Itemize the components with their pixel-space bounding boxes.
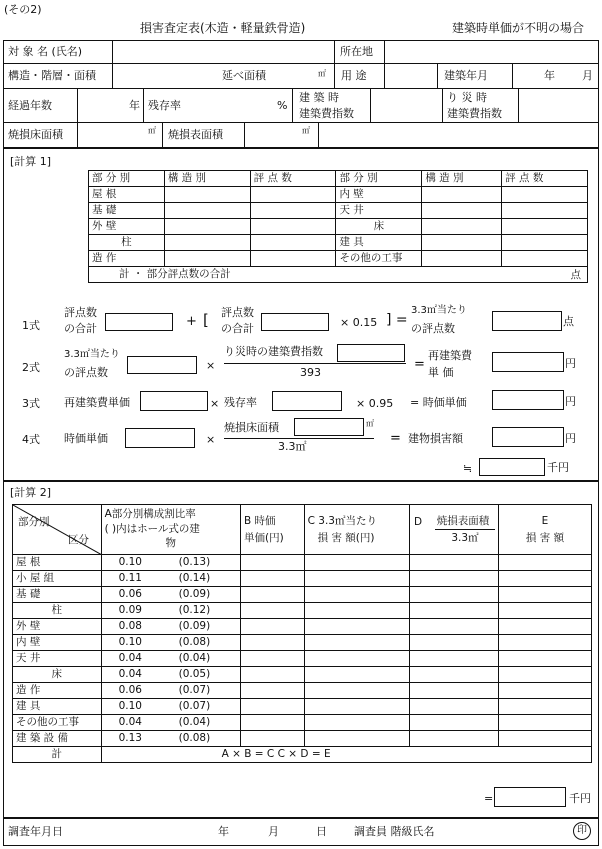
calc2-row-e[interactable] [498,619,591,635]
build-time-label: 建 築 時 [299,91,339,104]
calc2-row-b[interactable] [241,667,305,683]
calc1-left-label: 柱 [89,235,165,251]
surveyor-label: 調査員 階級氏名 [354,825,435,838]
calc2-row-ratio: 0.13 (0.08) [101,731,240,747]
calc2-row-c[interactable] [304,603,409,619]
points-unit: 点 [570,269,581,281]
table-row [13,619,592,635]
calc2-row-d[interactable] [409,651,498,667]
calc2-row-b[interactable] [241,651,305,667]
calc2-total-label: 計 [13,747,102,763]
f1-total-label: の合計 [64,322,97,335]
calc2-row-c[interactable] [304,731,409,747]
calc2-row-c[interactable] [304,651,409,667]
calc2-row-e[interactable] [498,651,591,667]
yen-unit: 円 [565,357,576,370]
f4-denominator: 3.3㎡ [278,440,307,453]
calc2-row-e[interactable] [498,571,591,587]
calc2-h-category: 区分 [68,534,89,546]
use-label: 用 途 [341,69,367,82]
calc2-total-formula: A × B = C C × D = E [101,747,591,763]
table-row [13,587,592,603]
total-area-label: 延べ面積 [222,69,266,82]
calc2-row-ratio: 0.10 (0.07) [101,699,240,715]
calc2-row-c[interactable] [304,683,409,699]
times-sign-2: × [210,397,220,410]
calc2-row-label: 造 作 [13,683,102,699]
calc2-row-c[interactable] [304,571,409,587]
calc2-row-b[interactable] [241,699,305,715]
f2-rebuild-label: 再建築費 [428,349,472,362]
calc1-total-label: 計 ・ 部分評点数の合計 [119,268,231,281]
f3-rebuild-price-label: 再建築費単価 [64,396,130,409]
form-number: (その2) [4,3,42,16]
f2-result-input[interactable] [492,352,564,372]
calc1-h-part-2: 部 分 別 [336,171,422,187]
burned-floor-area-label: 焼損床面積 [8,128,63,141]
points-unit-2: 点 [563,315,574,328]
calc2-row-ratio: 0.10 (0.13) [101,555,240,571]
percent-unit: % [277,99,288,112]
calc2-row-e[interactable] [498,587,591,603]
f3-rebuild-price-input[interactable] [140,391,208,411]
calc2-h-e2: 損 害 額 [525,531,565,544]
calc1-left-label: 基 礎 [89,203,165,219]
plus-sign: + [186,314,197,329]
calc1-h-part: 部 分 別 [89,171,165,187]
table-row [13,603,592,619]
calc2-row-d[interactable] [409,699,498,715]
calc2-row-ratio: 0.08 (0.09) [101,619,240,635]
calc2-row-c[interactable] [304,635,409,651]
calc2-row-e[interactable] [498,603,591,619]
f4-damage-label: 建物損害額 [408,432,463,445]
times-095: × 0.95 [356,397,394,410]
footer-month: 月 [268,825,279,838]
calc2-row-label: 基 礎 [13,587,102,603]
table-row [13,683,592,699]
table-row [89,219,588,235]
calc1-h-score-2: 評 点 数 [502,171,588,187]
f2-score-label: の評点数 [64,366,108,379]
calc2-h-a3: 物 [165,537,177,549]
calc2-row-d[interactable] [409,619,498,635]
f4-result-input[interactable] [492,427,564,447]
calc1-right-label: 内 壁 [336,187,422,203]
calc2-row-label: 外 壁 [13,619,102,635]
f1-partial-input[interactable] [261,313,329,331]
calc1-h-structure-2: 構 造 別 [422,171,502,187]
calc2-thousand-yen-input[interactable] [494,787,566,807]
calc2-row-c[interactable] [304,587,409,603]
open-bracket: [ [203,311,209,329]
calc2-row-e[interactable] [498,715,591,731]
calc2-row-label: その他の工事 [13,715,102,731]
calc2-h-e1: E [541,515,549,527]
formula-4-label: 4式 [22,433,40,446]
f3-residual-input[interactable] [272,391,342,411]
f2-per-33-label: 3.3㎡当たり [64,349,120,360]
calc1-right-label: 天 井 [336,203,422,219]
calc2-row-b[interactable] [241,587,305,603]
calc2-h-a1: A部分別構成割比率 [104,508,196,520]
table-row [89,267,588,283]
table-row [89,187,588,203]
f2-unit-price-label: 単 価 [428,366,454,379]
calc2-h-a2: ( )内はホール式の建 [104,522,200,535]
calc2-row-e[interactable] [498,731,591,747]
f1-score-of-label: の評点数 [411,322,455,335]
equals-sign-2: = [390,431,401,446]
times-015: × 0.15 [340,316,378,329]
calc2-h-d3: 3.3㎡ [435,529,495,544]
disaster-cost-index-label: 建築費指数 [447,107,502,120]
thousand-yen-unit: 千円 [547,461,569,474]
calc2-title: [計算 2] [10,486,52,499]
table-row [13,651,592,667]
elapsed-years-label: 経過年数 [8,99,52,112]
build-date-label: 建築年月 [444,69,488,82]
residual-rate-label: 残存率 [148,99,181,112]
thousand-yen-unit-2: 千円 [569,792,591,805]
f2-denominator: 393 [300,366,321,379]
calc2-h-d1: D [413,516,423,528]
target-name-label: 対 象 名 (氏名) [8,45,83,58]
calc1-right-label: 床 [336,219,422,235]
approx-sign: ≒ [463,462,473,475]
calc2-row-label: 柱 [13,603,102,619]
disaster-time-label: り 災 時 [447,91,487,104]
calc2-row-e[interactable] [498,683,591,699]
m2-unit-4: ㎡ [366,419,374,428]
m2-unit: ㎡ [318,69,326,78]
calc2-row-d[interactable] [409,555,498,571]
calc2-row-d[interactable] [409,715,498,731]
calc2-row-d[interactable] [409,683,498,699]
calc2-h-c2: 損 害 額(円) [317,531,375,544]
f3-market-price-label: = 時価単価 [410,396,467,409]
form-note: 建築時単価が不明の場合 [452,21,585,35]
calc1-left-label: 造 作 [89,251,165,267]
calc2-row-label: 床 [13,667,102,683]
table-row [13,555,592,571]
f1-result-input[interactable] [492,311,562,331]
f1-score-label-2: 評点数 [221,306,254,319]
formula-3-label: 3式 [22,397,40,410]
f2-numerator-label: り災時の建築費指数 [224,345,323,358]
calc2-row-c[interactable] [304,715,409,731]
yen-unit-3: 円 [565,432,576,445]
calc1-table [88,170,588,283]
footer-day: 日 [316,825,327,838]
calc2-row-c[interactable] [304,699,409,715]
calc2-header-diagonal [13,505,102,555]
table-row [13,731,592,747]
calc2-row-d[interactable] [409,667,498,683]
calc2-row-e[interactable] [498,555,591,571]
table-row [13,571,592,587]
fraction-bar-2 [224,438,374,439]
calc2-row-ratio: 0.04 (0.04) [101,715,240,731]
table-row [13,699,592,715]
calc2-row-b[interactable] [241,571,305,587]
calc2-row-label: 建 築 設 備 [13,731,102,747]
calc2-table [12,504,592,763]
calc2-row-label: 屋 根 [13,555,102,571]
calc2-row-label: 内 壁 [13,635,102,651]
fraction-bar [224,363,406,364]
calc2-row-label: 建 具 [13,699,102,715]
calc1-right-label: その他の工事 [336,251,422,267]
calc2-row-c[interactable] [304,619,409,635]
m2-unit-2: ㎡ [148,126,156,135]
form-title: 損害査定表(木造・軽量鉄骨造) [140,21,306,35]
calc2-row-b[interactable] [241,603,305,619]
calc1-h-structure: 構 造 別 [164,171,250,187]
f1-total-input[interactable] [105,313,173,331]
calc2-row-ratio: 0.04 (0.05) [101,667,240,683]
calc2-row-d[interactable] [409,731,498,747]
calc2-h-d2: 焼損表面積 [436,514,490,527]
month-unit: 月 [582,69,593,82]
formula-1-label: 1式 [22,319,40,332]
calc1-left-label: 外 壁 [89,219,165,235]
build-cost-index-label: 建築費指数 [299,107,354,120]
survey-date-label: 調査年月日 [8,825,63,838]
f4-floor-area-input[interactable] [294,418,364,436]
calc2-row-b[interactable] [241,555,305,571]
calc2-h-b2: 単価(円) [244,531,284,544]
calc2-row-b[interactable] [241,715,305,731]
equals-sign-3: = [484,792,494,805]
calc2-row-e[interactable] [498,667,591,683]
table-row [13,667,592,683]
calc2-row-e[interactable] [498,635,591,651]
calc2-row-ratio: 0.11 (0.14) [101,571,240,587]
f4-thousand-yen-input[interactable] [479,458,545,476]
calc2-row-d[interactable] [409,603,498,619]
calc1-h-score: 評 点 数 [250,171,336,187]
calc2-row-b[interactable] [241,731,305,747]
f1-total-label-2: の合計 [221,322,254,335]
f4-market-price-label: 時価単価 [64,432,108,445]
calc2-row-b[interactable] [241,619,305,635]
yen-unit-2: 円 [565,395,576,408]
f4-numerator-label: 焼損床面積 [224,421,279,434]
calc2-row-c[interactable] [304,667,409,683]
calc2-row-ratio: 0.10 (0.08) [101,635,240,651]
seal-icon: 印 [573,822,591,840]
calc2-row-b[interactable] [241,635,305,651]
calc2-h-part: 部分別 [18,516,50,528]
table-row [89,235,588,251]
table-row [89,203,588,219]
calc2-row-ratio: 0.06 (0.09) [101,587,240,603]
times-sign: × [206,359,216,372]
table-row [89,251,588,267]
year-unit-2: 年 [129,99,140,112]
calc2-row-d[interactable] [409,635,498,651]
f2-score-input[interactable] [127,356,197,374]
calc2-row-ratio: 0.09 (0.12) [101,603,240,619]
calc2-row-label: 天 井 [13,651,102,667]
calc2-row-ratio: 0.06 (0.07) [101,683,240,699]
f3-residual-label: 残存率 [224,396,257,409]
calc2-h-c1: C 3.3㎡当たり [307,515,377,527]
calc2-row-d[interactable] [409,571,498,587]
f1-score-label: 評点数 [64,306,97,319]
formula-2-label: 2式 [22,361,40,374]
equals-sign: = [414,357,425,372]
calc1-left-label: 屋 根 [89,187,165,203]
calc1-title: [計算 1] [10,155,52,168]
m2-unit-3: ㎡ [302,126,310,135]
calc1-right-label: 建 具 [336,235,422,251]
location-label: 所在地 [340,45,373,58]
structure-label: 構造・階層・面積 [8,69,96,82]
table-row [13,715,592,731]
calc2-h-b1: B 時価 [244,515,276,527]
burned-surface-area-label: 焼損表面積 [168,128,223,141]
year-unit: 年 [544,69,555,82]
calc2-row-b[interactable] [241,683,305,699]
calc2-row-label: 小 屋 組 [13,571,102,587]
calc2-row-d[interactable] [409,587,498,603]
f3-result-input[interactable] [492,390,564,410]
f1-per-33-label: 3.3㎡当たり [411,305,467,316]
table-row [13,635,592,651]
f4-market-price-input[interactable] [125,428,195,448]
f2-index-input[interactable] [337,344,405,362]
calc2-row-ratio: 0.04 (0.04) [101,651,240,667]
calc2-row-c[interactable] [304,555,409,571]
footer-year: 年 [218,825,229,838]
close-bracket-equals: ] = [386,312,408,328]
calc2-row-e[interactable] [498,699,591,715]
times-sign-3: × [206,433,216,446]
